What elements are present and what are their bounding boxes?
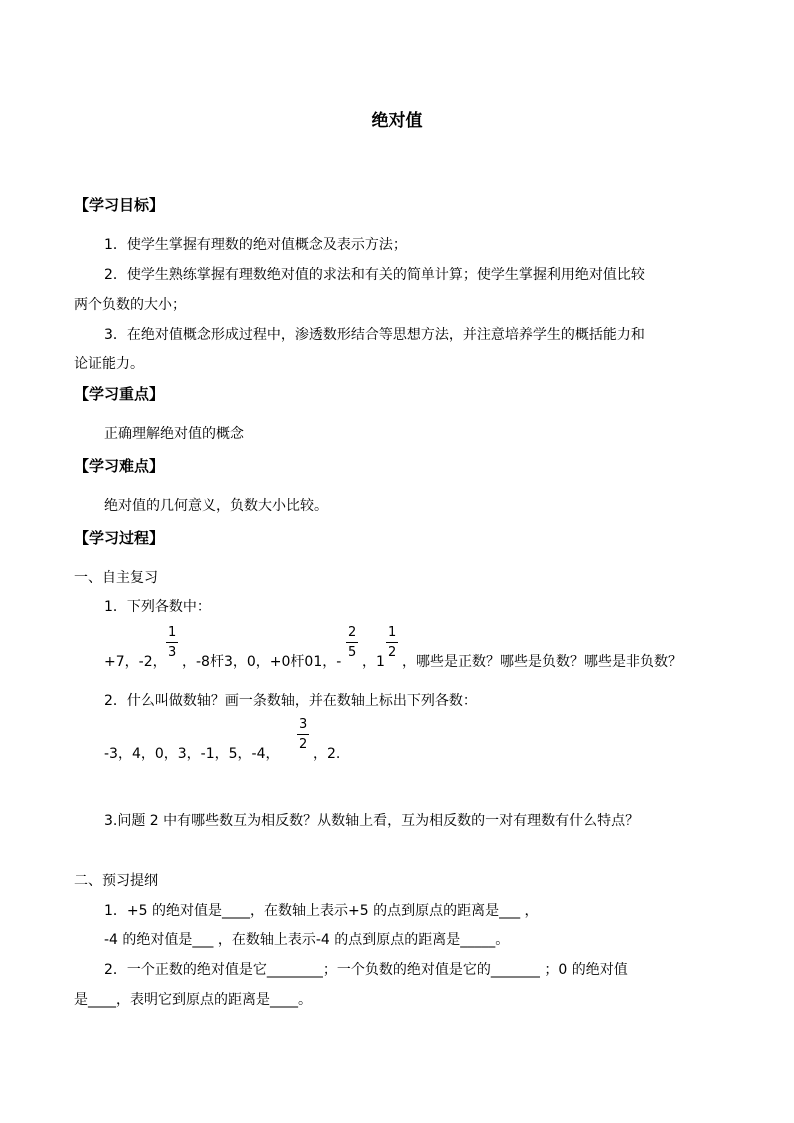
- fraction-denominator: 2: [299, 737, 308, 752]
- fraction-numerator: 1: [388, 625, 397, 640]
- key-point-text: 正确理解绝对值的概念: [104, 426, 244, 442]
- goal-item-continued: 两个负数的大小；: [74, 297, 186, 313]
- outline-line: 1．+5 的绝对值是____，在数轴上表示+5 的点到原点的距离是___ ，: [104, 903, 539, 919]
- goal-item: 1．使学生掌握有理数的绝对值概念及表示方法；: [104, 237, 407, 253]
- fraction-numerator: 2: [348, 625, 357, 640]
- q2-numbers-part2: ，2.: [313, 746, 341, 762]
- key-point-heading: 【学习重点】: [74, 385, 165, 403]
- difficulty-heading: 【学习难点】: [74, 457, 165, 475]
- fraction-denominator: 2: [388, 645, 397, 660]
- question-3: 3.问题 2 中有哪些数互为相反数？从数轴上看，互为相反数的一对有理数有什么特点？: [104, 813, 640, 829]
- q1-numbers-part1: +7，-2，: [104, 654, 167, 670]
- goal-item: 3．在绝对值概念形成过程中，渗透数形结合等思想方法，并注意培养学生的概括能力和: [104, 327, 645, 343]
- fraction-numerator: 3: [299, 717, 308, 732]
- part1-title: 一、自主复习: [74, 570, 158, 586]
- question-2: 2．什么叫做数轴？画一条数轴，并在数轴上标出下列各数：: [104, 693, 477, 709]
- q1-numbers-part4: ，哪些是正数？哪些是负数？哪些是非负数？: [402, 654, 682, 670]
- q1-numbers-part3: ，1: [362, 654, 385, 670]
- q2-numbers-part1: -3，4，0，3，-1，5，-4，: [104, 746, 280, 762]
- part2-title: 二、预习提纲: [74, 873, 158, 889]
- fraction-three-halves: [297, 718, 309, 751]
- goal-item-continued: 论证能力。: [74, 356, 144, 372]
- fraction-numerator: 1: [168, 625, 177, 640]
- difficulty-text: 绝对值的几何意义，负数大小比较。: [104, 498, 328, 514]
- q1-numbers-part2: ，-8杆3，0，+0杆01，-: [182, 654, 342, 670]
- fraction-bar: [386, 642, 398, 643]
- fraction-one-half: [386, 626, 398, 659]
- fraction-denominator: 5: [348, 645, 357, 660]
- fraction-denominator: 3: [168, 645, 177, 660]
- fraction-two-fifths: [346, 626, 358, 659]
- fraction-bar: [346, 642, 358, 643]
- fraction-bar: [297, 734, 309, 735]
- page-title: 绝对值: [371, 111, 423, 131]
- outline-line: -4 的绝对值是___ ，在数轴上表示-4 的点到原点的距离是_____。: [104, 932, 510, 948]
- outline-line-continued: 是____，表明它到原点的距离是____。: [74, 992, 312, 1008]
- goal-item: 2．使学生熟练掌握有理数绝对值的求法和有关的简单计算；使学生掌握利用绝对值比较: [104, 267, 645, 283]
- process-heading: 【学习过程】: [74, 529, 165, 547]
- fraction-one-third: [166, 626, 178, 659]
- outline-line: 2．一个正数的绝对值是它________；一个负数的绝对值是它的_______ ；0 的绝对值: [104, 962, 628, 978]
- goals-heading: 【学习目标】: [74, 196, 165, 214]
- fraction-bar: [166, 642, 178, 643]
- question-1: 1．下列各数中：: [104, 599, 211, 615]
